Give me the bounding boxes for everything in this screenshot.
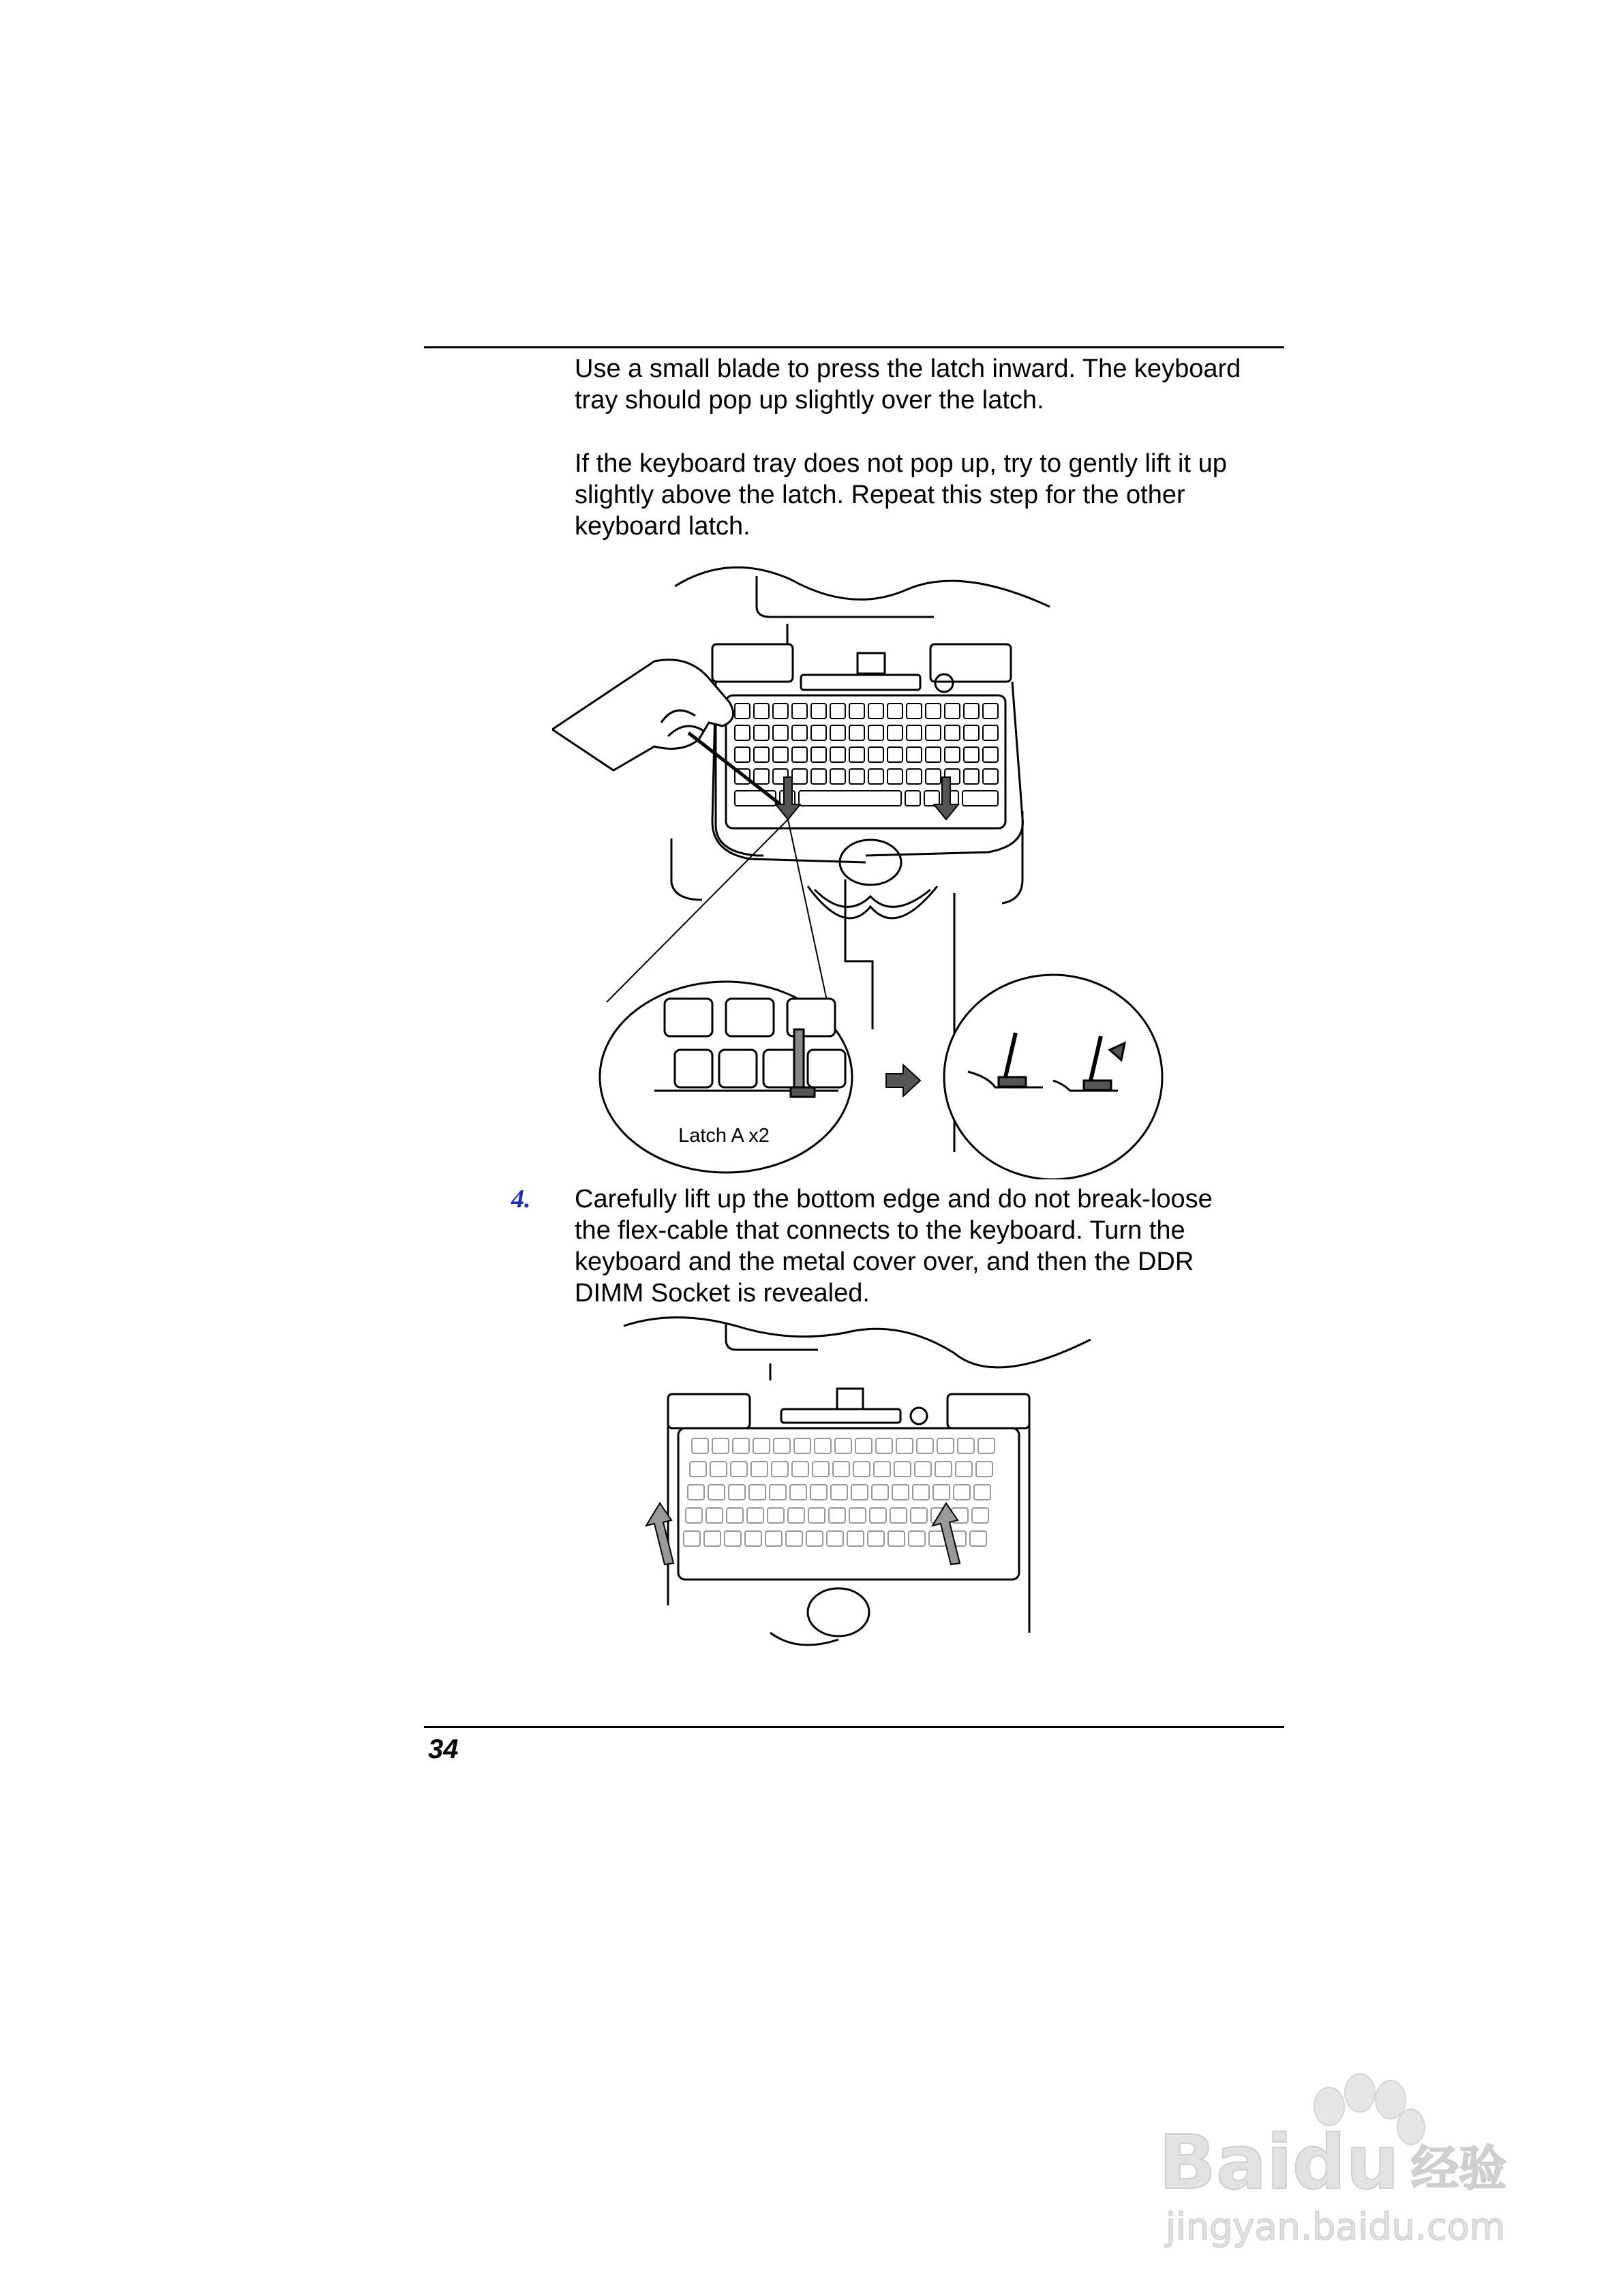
header-rule [424,346,1284,348]
step-number-4: 4. [511,1185,531,1213]
figure-keyboard-latch [552,552,1166,1179]
instruction-paragraph-1: Use a small blade to press the latch inward. The keyboard tray should pop up slightly over the latch. [575,354,1241,414]
watermark-brand-cn: 经验 [1411,2141,1506,2196]
baidu-watermark-logo [1152,2052,1534,2256]
step-4-text: Carefully lift up the bottom edge and do not break-loose the flex-cable that connects to the keyboard. Turn the keyboard and the metal cover over, and then the DDR DIMM Socket is revealed. [575,1185,1213,1308]
watermark-brand: Baidu [1159,2119,1399,2206]
latch-callout-label: Latch A x2 [678,1125,770,1147]
page-number: 34 [428,1734,459,1764]
figure-lift-keyboard [613,1312,1097,1660]
watermark-url: jingyan.baidu.com [1166,2205,1506,2248]
footer-rule [424,1726,1284,1728]
instruction-paragraph-2: If the keyboard tray does not pop up, try to gently lift it up slightly above the latch. Repeat this step for the other keyboard latch. [575,449,1227,541]
